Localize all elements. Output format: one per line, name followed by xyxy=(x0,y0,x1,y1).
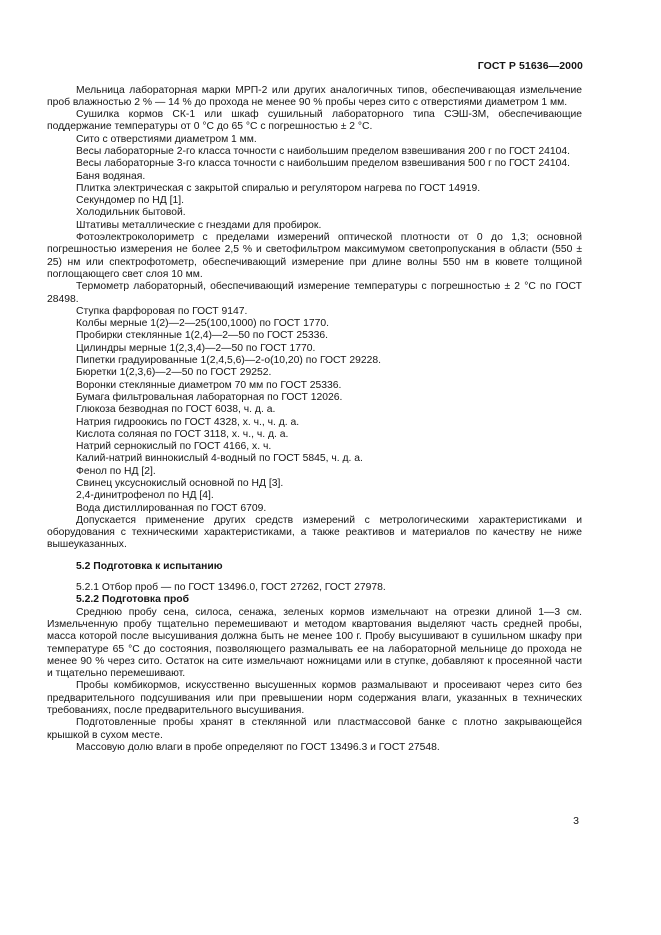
paragraph: Штативы металлические с гнездами для пробирок. xyxy=(76,219,322,231)
paragraph: Цилиндры мерные 1(2,3,4)—2—50 по ГОСТ 1770. xyxy=(76,342,316,354)
paragraph: Кислота соляная по ГОСТ 3118, х. ч., ч. д. а. xyxy=(76,428,289,440)
document-id-header: ГОСТ Р 51636—2000 xyxy=(477,60,583,72)
paragraph: Баня водяная. xyxy=(76,170,146,182)
paragraph: Весы лабораторные 3-го класса точности с наибольшим пределом взвешивания 500 г по ГОСТ 24104. xyxy=(76,158,570,170)
page-number: 3 xyxy=(573,815,579,827)
paragraph: Глюкоза безводная по ГОСТ 6038, ч. д. а. xyxy=(76,404,276,416)
document-body xyxy=(47,85,582,755)
paragraph: Фотоэлектроколориметр с пределами измерений оптической плотности от 0 до 1,3; основной погрешностью измерения не более 2,5 % и светофильтром максимумом светопропускания в области (550 ± 25) нм или спектрофотометр, обеспечивающий измерение при длине волны 550 нм в кювете толщиной поглощающего свет слоя 10 мм. xyxy=(47,232,582,280)
paragraph: 2,4-динитрофенол по НД [4]. xyxy=(76,490,214,502)
paragraph: Фенол по НД [2]. xyxy=(76,465,156,477)
paragraph: Подготовленные пробы хранят в стеклянной или пластмассовой банке с плотно закрывающейся крышкой в сухом месте. xyxy=(47,717,582,741)
paragraph: Пипетки градуированные 1(2,4,5,6)—2-о(10,20) по ГОСТ 29228. xyxy=(76,355,381,367)
subsection-heading: 5.2.2 Подготовка проб xyxy=(76,594,189,606)
paragraph: Весы лабораторные 2-го класса точности с наибольшим пределом взвешивания 200 г по ГОСТ 24104. xyxy=(76,145,570,157)
paragraph: Бюретки 1(2,3,6)—2—50 по ГОСТ 29252. xyxy=(76,367,272,379)
paragraph: Натрия гидроокись по ГОСТ 4328, х. ч., ч. д. а. xyxy=(76,416,300,428)
paragraph: Колбы мерные 1(2)—2—25(100,1000) по ГОСТ 1770. xyxy=(76,318,329,330)
paragraph: Массовую долю влаги в пробе определяют по ГОСТ 13496.3 и ГОСТ 27548. xyxy=(76,741,440,753)
paragraph: Среднюю пробу сена, силоса, сенажа, зеленых кормов измельчают на отрезки длиной 1—3 см. Измельченную пробу тщательно перемешивают и методом квартования выделяют часть средней пробы, масса которой после высушивания должна быть не менее 100 г. Пробу высушивают в сушильном шкафу при температуре 65 °С до состояния, позволяющего размалывать ее на лабораторной мельнице до прохода не менее 90 % через сито. Остаток на сите измельчают ножницами или в ступке, добавляют к просеянной части и тщательно перемешивают. xyxy=(47,606,582,680)
paragraph: Воронки стеклянные диаметром 70 мм по ГОСТ 25336. xyxy=(76,379,342,391)
paragraph: Сушилка кормов СК-1 или шкаф сушильный лабораторного типа СЭШ-3М, обеспечивающие поддержание температуры от 0 °С до 65 °С с погрешностью ± 2 °С. xyxy=(47,109,582,133)
section-heading: 5.2 Подготовка к испытанию xyxy=(76,560,223,572)
paragraph: Натрий сернокислый по ГОСТ 4166, х. ч. xyxy=(76,441,272,453)
paragraph: Ступка фарфоровая по ГОСТ 9147. xyxy=(76,305,248,317)
paragraph: Калий-натрий виннокислый 4-водный по ГОСТ 5845, ч. д. а. xyxy=(76,453,363,465)
paragraph: Бумага фильтровальная лабораторная по ГОСТ 12026. xyxy=(76,391,343,403)
paragraph: Пробирки стеклянные 1(2,4)—2—50 по ГОСТ 25336. xyxy=(76,330,328,342)
paragraph: Плитка электрическая с закрытой спиралью и регулятором нагрева по ГОСТ 14919. xyxy=(76,182,481,194)
paragraph: Вода дистиллированная по ГОСТ 6709. xyxy=(76,502,267,514)
paragraph: Мельница лабораторная марки МРП-2 или других аналогичных типов, обеспечивающая измельчение проб влажностью 2 % — 14 % до прохода не менее 90 % пробы через сито с отверстиями диаметром 1 мм. xyxy=(47,84,582,108)
paragraph: Допускается применение других средств измерений с метрологическими характеристиками и оборудования с техническими характеристиками, а также реактивов и материалов по качеству не ниже вышеуказанных. xyxy=(47,514,582,551)
paragraph: Холодильник бытовой. xyxy=(76,207,186,219)
paragraph: Пробы комбикормов, искусственно высушенных кормов размалывают и просеивают через сито без предварительного подсушивания или при превышении норм содержания влаги, указанных в технических требованиях, после предварительного высушивания. xyxy=(47,680,582,717)
paragraph: Термометр лабораторный, обеспечивающий измерение температуры с погрешностью ± 2 °С по ГОСТ 28498. xyxy=(47,281,582,305)
paragraph: Сито с отверстиями диаметром 1 мм. xyxy=(76,133,257,145)
paragraph: Секундомер по НД [1]. xyxy=(76,195,184,207)
paragraph: Свинец уксуснокислый основной по НД [3]. xyxy=(76,478,284,489)
subsection-item: 5.2.1 Отбор проб — по ГОСТ 13496.0, ГОСТ 27262, ГОСТ 27978. xyxy=(76,582,386,594)
